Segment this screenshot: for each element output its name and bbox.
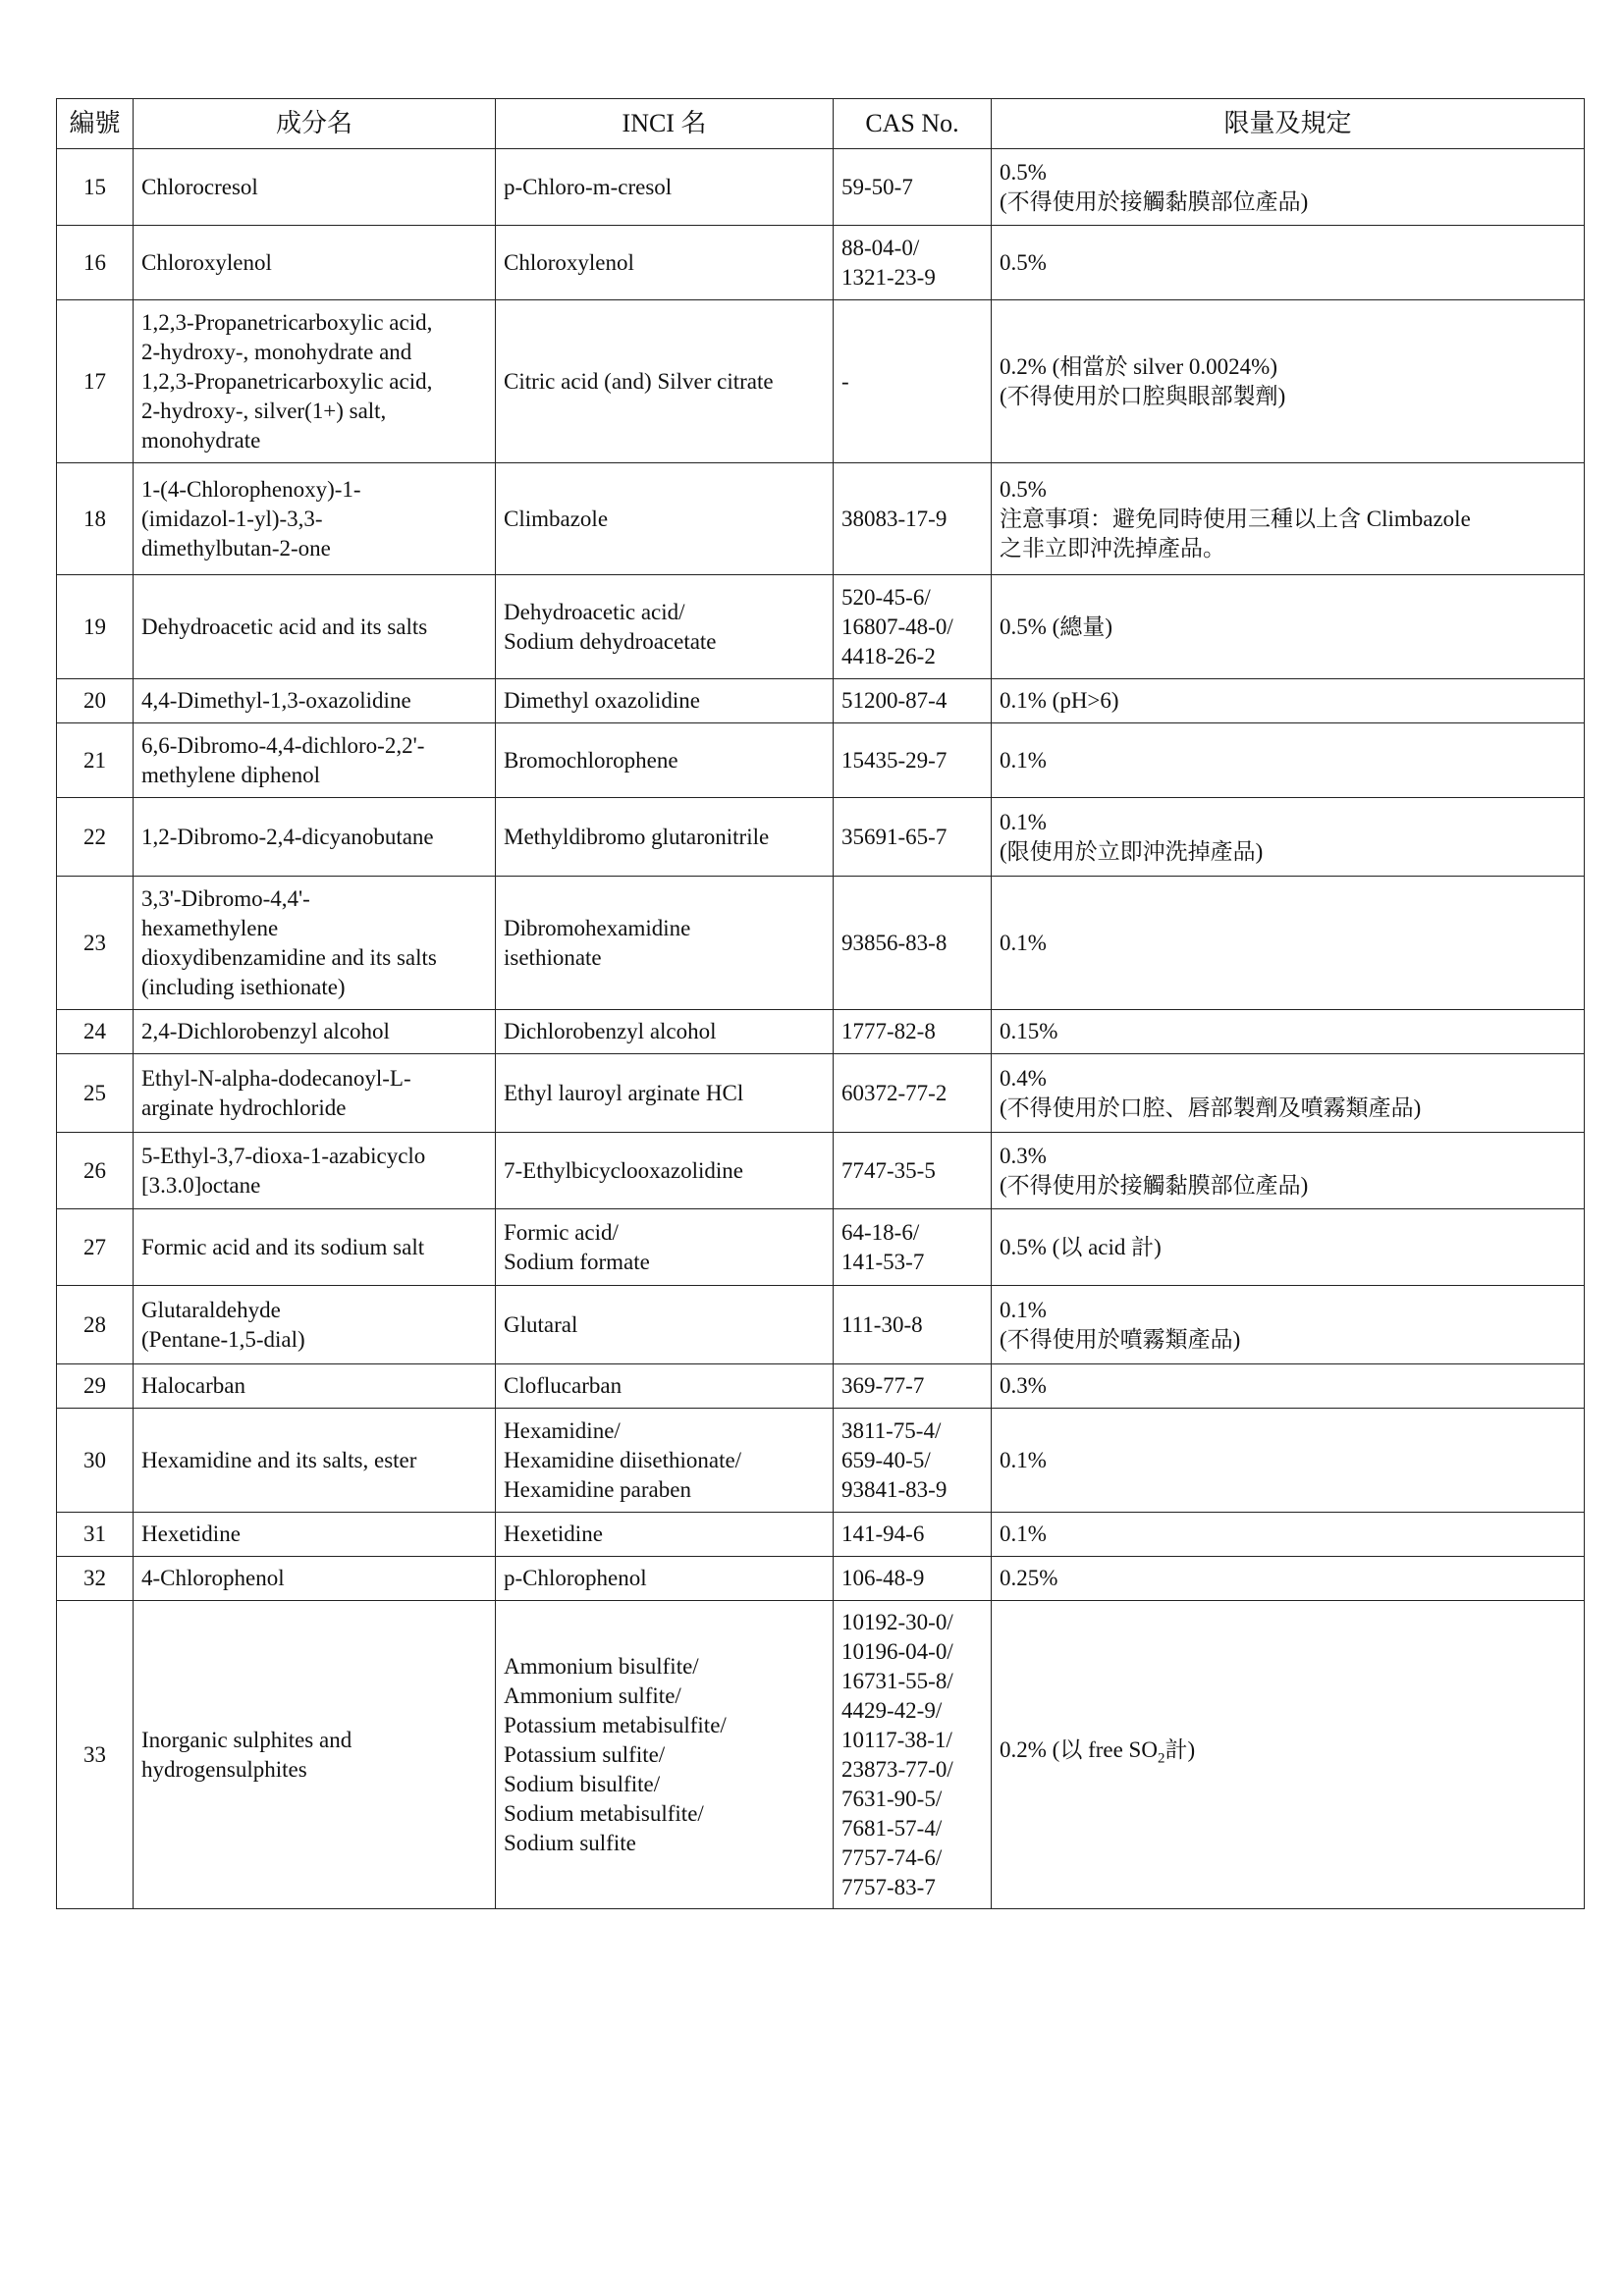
row-number: 29 — [57, 1364, 134, 1409]
cas-number-cell — [834, 1054, 992, 1133]
row-number: 33 — [57, 1601, 134, 1909]
table-row — [57, 1010, 1585, 1054]
cas-number-cell — [834, 1286, 992, 1364]
cell-text-line: (限使用於立即沖洗掉產品) — [1000, 838, 1264, 864]
row-number: 23 — [57, 877, 134, 1010]
cell-text-line: dioxydibenzamidine and its salts — [141, 944, 437, 970]
ingredient-name-cell — [134, 300, 496, 463]
cell-text-line: Ammonium sulfite/ — [504, 1682, 681, 1708]
cell-text-line: 0.3% — [1000, 1143, 1047, 1168]
cell-text-line: hexamethylene — [141, 915, 279, 940]
cell-text-line: 93856-83-8 — [841, 930, 947, 955]
cell-text-line: hydrogensulphites — [141, 1756, 307, 1782]
cell-text-line: Halocarban — [141, 1373, 245, 1398]
cell-text-line: (不得使用於口腔與眼部製劑) — [1000, 383, 1286, 408]
ingredient-name-cell — [134, 723, 496, 798]
cell-text-line: 4429-42-9/ — [841, 1697, 943, 1723]
cell-text-line: 7-Ethylbicyclooxazolidine — [504, 1157, 743, 1183]
cell-text-line: 60372-77-2 — [841, 1080, 947, 1105]
cell-text-line: Hexamidine and its salts, ester — [141, 1447, 417, 1472]
ingredient-name-cell — [134, 1409, 496, 1513]
inci-name-cell — [496, 1133, 834, 1209]
row-number: 28 — [57, 1286, 134, 1364]
cell-text-line: (不得使用於口腔、唇部製劑及噴霧類產品) — [1000, 1095, 1422, 1120]
inci-name-cell — [496, 149, 834, 226]
cell-text-line: isethionate — [504, 944, 602, 970]
table-row — [57, 575, 1585, 679]
cell-text-line: Formic acid and its sodium salt — [141, 1234, 425, 1259]
cell-text-line: Inorganic sulphites and — [141, 1727, 352, 1752]
inci-name-cell — [496, 1286, 834, 1364]
cell-text-line: 10192-30-0/ — [841, 1609, 953, 1634]
cell-text-line: Hexetidine — [504, 1522, 603, 1546]
limit-cell — [992, 1409, 1585, 1513]
limit-cell — [992, 1133, 1585, 1209]
cell-text-line: 520-45-6/ — [841, 584, 931, 610]
table-row — [57, 798, 1585, 877]
row-number: 25 — [57, 1054, 134, 1133]
cell-text-line: 10117-38-1/ — [841, 1727, 952, 1752]
cas-number-cell — [834, 679, 992, 723]
cas-number-cell — [834, 226, 992, 300]
cell-text-line: Hexamidine paraben — [504, 1476, 691, 1502]
cas-number-cell — [834, 723, 992, 798]
inci-name-cell — [496, 1010, 834, 1054]
row-number: 31 — [57, 1513, 134, 1557]
cell-text-line: (including isethionate) — [141, 974, 346, 999]
inci-name-cell — [496, 575, 834, 679]
cell-text-line: Methyldibromo glutaronitrile — [504, 824, 770, 849]
cell-text-line: 0.1% (pH>6) — [1000, 688, 1119, 713]
cell-text-line: 4418-26-2 — [841, 643, 936, 668]
row-number: 21 — [57, 723, 134, 798]
cell-text-line: 0.1% — [1000, 1297, 1047, 1322]
ingredient-name-cell — [134, 575, 496, 679]
cell-text-line: 1,2,3-Propanetricarboxylic acid, — [141, 368, 433, 394]
cell-text-line: 7631-90-5/ — [841, 1786, 943, 1811]
cell-text-line: 659-40-5/ — [841, 1447, 931, 1472]
table-row — [57, 1209, 1585, 1286]
limit-cell — [992, 1513, 1585, 1557]
cell-text-line: Citric acid (and) Silver citrate — [504, 368, 774, 394]
table-row — [57, 723, 1585, 798]
cell-text-line: 0.25% — [1000, 1566, 1058, 1590]
so2-limit-suffix: 計) — [1164, 1737, 1196, 1763]
cell-text-line: 0.3% — [1000, 1373, 1047, 1398]
inci-name-cell — [496, 226, 834, 300]
cell-text-line: 1,2,3-Propanetricarboxylic acid, — [141, 309, 433, 335]
cell-text-line: 0.5% — [1000, 476, 1047, 502]
cell-text-line: 7747-35-5 — [841, 1157, 936, 1183]
limit-cell — [992, 723, 1585, 798]
cell-text-line: 1321-23-9 — [841, 264, 936, 290]
cell-text-line: Dibromohexamidine — [504, 915, 691, 940]
cell-text-line: 1777-82-8 — [841, 1019, 936, 1043]
ingredient-name-cell — [134, 226, 496, 300]
cell-text-line: Ethyl lauroyl arginate HCl — [504, 1080, 744, 1105]
cell-text-line: Hexamidine/ — [504, 1417, 621, 1443]
table-header-row — [57, 99, 1585, 149]
limit-cell — [992, 1054, 1585, 1133]
limit-cell — [992, 1601, 1585, 1909]
inci-name-cell — [496, 679, 834, 723]
row-number: 27 — [57, 1209, 134, 1286]
limit-cell — [992, 1286, 1585, 1364]
ingredient-name-cell — [134, 679, 496, 723]
cell-text-line: (不得使用於接觸黏膜部位產品) — [1000, 1172, 1309, 1198]
ingredient-name-cell — [134, 1010, 496, 1054]
table-row — [57, 463, 1585, 575]
ingredient-name-cell — [134, 463, 496, 575]
cell-text-line: Sodium sulfite — [504, 1830, 636, 1855]
cell-text-line: p-Chloro-m-cresol — [504, 174, 673, 199]
cell-text-line: (不得使用於噴霧類產品) — [1000, 1326, 1241, 1352]
cas-number-cell — [834, 1010, 992, 1054]
cell-text-line: 0.1% — [1000, 809, 1047, 834]
inci-name-cell — [496, 1209, 834, 1286]
cell-text-line: 4-Chlorophenol — [141, 1566, 285, 1590]
cell-text-line: Sodium metabisulfite/ — [504, 1800, 704, 1826]
cell-text-line: 369-77-7 — [841, 1373, 925, 1398]
cas-number-cell — [834, 877, 992, 1010]
cell-text-line: 0.5% — [1000, 249, 1047, 275]
cas-number-cell — [834, 1601, 992, 1909]
so2-limit-prefix: 0.2% (以 free SO — [1000, 1737, 1158, 1763]
row-number: 30 — [57, 1409, 134, 1513]
cell-text-line: Chloroxylenol — [504, 249, 634, 275]
cell-text-line: 0.1% — [1000, 930, 1047, 955]
cell-text-line: 93841-83-9 — [841, 1476, 947, 1502]
row-number: 16 — [57, 226, 134, 300]
cell-text-line: Potassium sulfite/ — [504, 1741, 666, 1767]
cell-text-line: Glutaraldehyde — [141, 1297, 281, 1322]
cell-text-line: 3811-75-4/ — [841, 1417, 942, 1443]
table-row — [57, 1513, 1585, 1557]
limit-cell — [992, 226, 1585, 300]
ingredient-name-cell — [134, 877, 496, 1010]
cell-text-line: 6,6-Dibromo-4,4-dichloro-2,2'- — [141, 732, 425, 758]
cell-text-line: 15435-29-7 — [841, 747, 947, 773]
cell-text-line: 7757-83-7 — [841, 1874, 936, 1899]
cell-text-line: - — [841, 368, 849, 394]
cell-text-line: 0.15% — [1000, 1019, 1058, 1043]
limit-cell — [992, 877, 1585, 1010]
row-number: 19 — [57, 575, 134, 679]
limit-cell — [992, 1010, 1585, 1054]
limit-cell — [992, 575, 1585, 679]
cell-text-line: 7681-57-4/ — [841, 1815, 943, 1841]
cell-text-line: 16731-55-8/ — [841, 1668, 953, 1693]
cas-number-cell — [834, 1557, 992, 1601]
table-row — [57, 679, 1585, 723]
cell-text-line: Dehydroacetic acid/ — [504, 599, 685, 624]
cell-text-line: Chloroxylenol — [141, 249, 272, 275]
cell-text-line: methylene diphenol — [141, 762, 321, 787]
cas-number-cell — [834, 575, 992, 679]
cell-text-line: 38083-17-9 — [841, 506, 947, 531]
limit-cell — [992, 798, 1585, 877]
cell-text-line: 5-Ethyl-3,7-dioxa-1-azabicyclo — [141, 1143, 426, 1168]
cell-text-line: 0.5% (總量) — [1000, 614, 1112, 639]
inci-name-cell — [496, 1409, 834, 1513]
row-number: 20 — [57, 679, 134, 723]
cell-text-line: Sodium bisulfite/ — [504, 1771, 661, 1796]
cell-text-line: 106-48-9 — [841, 1566, 925, 1590]
inci-name-cell — [496, 723, 834, 798]
cell-text-line: Dichlorobenzyl alcohol — [504, 1019, 717, 1043]
row-number: 18 — [57, 463, 134, 575]
cell-text-line: 2-hydroxy-, monohydrate and — [141, 339, 412, 364]
row-number: 32 — [57, 1557, 134, 1601]
cas-number-cell — [834, 798, 992, 877]
table-row — [57, 226, 1585, 300]
cell-text-line: 0.1% — [1000, 1522, 1047, 1546]
header-ingredient-name: 成分名 — [134, 99, 496, 149]
cell-text-line: 0.1% — [1000, 747, 1047, 773]
inci-name-cell — [496, 1513, 834, 1557]
cell-text-line: [3.3.0]octane — [141, 1172, 261, 1198]
ingredient-limits-table — [56, 98, 1585, 1909]
header-number: 編號 — [57, 99, 134, 149]
table-row — [57, 300, 1585, 463]
row-number: 15 — [57, 149, 134, 226]
inci-name-cell — [496, 1054, 834, 1133]
limit-cell — [992, 1209, 1585, 1286]
cell-text-line: 1,2-Dibromo-2,4-dicyanobutane — [141, 824, 434, 849]
cell-text-line: Formic acid/ — [504, 1219, 619, 1245]
inci-name-cell — [496, 1601, 834, 1909]
header-inci-name: INCI 名 — [496, 99, 834, 149]
cell-text-line: Sodium dehydroacetate — [504, 628, 717, 654]
row-number: 24 — [57, 1010, 134, 1054]
cas-number-cell — [834, 300, 992, 463]
cell-text-line: 111-30-8 — [841, 1311, 923, 1337]
cell-text-line: Ethyl-N-alpha-dodecanoyl-L- — [141, 1065, 411, 1091]
cell-text-line: (Pentane-1,5-dial) — [141, 1326, 305, 1352]
limit-cell — [992, 1557, 1585, 1601]
cell-text-line: p-Chlorophenol — [504, 1566, 647, 1590]
cell-text-line: Chlorocresol — [141, 174, 258, 199]
ingredient-name-cell — [134, 1601, 496, 1909]
cell-text-line: 4,4-Dimethyl-1,3-oxazolidine — [141, 688, 411, 713]
row-number: 22 — [57, 798, 134, 877]
ingredient-name-cell — [134, 798, 496, 877]
cell-text-line: Bromochlorophene — [504, 747, 678, 773]
cell-text-line: monohydrate — [141, 427, 261, 453]
cell-text-line: 之非立即沖洗掉產品。 — [1000, 535, 1225, 561]
cell-text-line: Cloflucarban — [504, 1373, 623, 1398]
cell-text-line: 88-04-0/ — [841, 235, 920, 260]
limit-cell — [992, 149, 1585, 226]
cell-text-line: 0.5% — [1000, 159, 1047, 185]
cas-number-cell — [834, 1133, 992, 1209]
cas-number-cell — [834, 1364, 992, 1409]
cell-text-line: Dimethyl oxazolidine — [504, 688, 700, 713]
cell-text-line: Climbazole — [504, 506, 609, 531]
cas-number-cell — [834, 1513, 992, 1557]
ingredient-name-cell — [134, 1054, 496, 1133]
cell-text-line: Hexetidine — [141, 1522, 241, 1546]
inci-name-cell — [496, 798, 834, 877]
cell-text-line: 0.5% (以 acid 計) — [1000, 1234, 1162, 1259]
row-number: 17 — [57, 300, 134, 463]
cas-number-cell — [834, 1209, 992, 1286]
cell-text-line: 141-94-6 — [841, 1522, 925, 1546]
cell-text-line: arginate hydrochloride — [141, 1095, 347, 1120]
inci-name-cell — [496, 300, 834, 463]
inci-name-cell — [496, 1364, 834, 1409]
cell-text-line: (imidazol-1-yl)-3,3- — [141, 506, 323, 531]
cell-text-line: 51200-87-4 — [841, 688, 947, 713]
cell-text-line: Hexamidine diisethionate/ — [504, 1447, 742, 1472]
cell-text-line: 1-(4-Chlorophenoxy)-1- — [141, 476, 361, 502]
cell-text-line: 0.2% (相當於 silver 0.0024%) — [1000, 353, 1277, 379]
cas-number-cell — [834, 1409, 992, 1513]
cell-text-line: 141-53-7 — [841, 1249, 925, 1274]
cell-text-line: 10196-04-0/ — [841, 1638, 953, 1664]
cas-number-cell — [834, 463, 992, 575]
cell-text-line: 3,3'-Dibromo-4,4'- — [141, 885, 310, 911]
ingredient-name-cell — [134, 149, 496, 226]
table-row — [57, 1286, 1585, 1364]
table-row — [57, 1364, 1585, 1409]
table-row — [57, 877, 1585, 1010]
cas-number-cell — [834, 149, 992, 226]
ingredient-name-cell — [134, 1513, 496, 1557]
table-row — [57, 1133, 1585, 1209]
inci-name-cell — [496, 877, 834, 1010]
ingredient-name-cell — [134, 1557, 496, 1601]
table-row — [57, 149, 1585, 226]
cell-text-line: 7757-74-6/ — [841, 1844, 943, 1870]
header-cas-number: CAS No. — [834, 99, 992, 149]
limit-cell — [992, 679, 1585, 723]
cell-text-line: Potassium metabisulfite/ — [504, 1712, 727, 1737]
cell-text-line: Glutaral — [504, 1311, 578, 1337]
cell-text-line: 2-hydroxy-, silver(1+) salt, — [141, 398, 387, 423]
table-row — [57, 1557, 1585, 1601]
inci-name-cell — [496, 463, 834, 575]
table-row — [57, 1601, 1585, 1909]
cell-text-line: 0.1% — [1000, 1447, 1047, 1472]
limit-cell — [992, 300, 1585, 463]
cell-text-line: dimethylbutan-2-one — [141, 535, 331, 561]
so2-subscript: 2 — [1157, 1750, 1165, 1767]
ingredient-name-cell — [134, 1364, 496, 1409]
cell-text-line: (不得使用於接觸黏膜部位產品) — [1000, 188, 1309, 214]
table-row — [57, 1054, 1585, 1133]
limit-cell — [992, 463, 1585, 575]
cell-text-line: 64-18-6/ — [841, 1219, 920, 1245]
row-number: 26 — [57, 1133, 134, 1209]
inci-name-cell — [496, 1557, 834, 1601]
ingredient-name-cell — [134, 1209, 496, 1286]
cell-text-line: 59-50-7 — [841, 174, 913, 199]
table-row — [57, 1409, 1585, 1513]
cell-text-line: Ammonium bisulfite/ — [504, 1653, 699, 1679]
cell-text-line: 注意事項：避免同時使用三種以上含 Climbazole — [1000, 506, 1471, 531]
cell-text-line: 0.4% — [1000, 1065, 1047, 1091]
cell-text-line: 23873-77-0/ — [841, 1756, 953, 1782]
ingredient-name-cell — [134, 1286, 496, 1364]
cell-text-line: 16807-48-0/ — [841, 614, 953, 639]
limit-cell — [992, 1364, 1585, 1409]
cell-text-line: Dehydroacetic acid and its salts — [141, 614, 428, 639]
ingredient-name-cell — [134, 1133, 496, 1209]
so2-limit-text — [1000, 1735, 1576, 1774]
cell-text-line: 2,4-Dichlorobenzyl alcohol — [141, 1019, 390, 1043]
cell-text-line: 35691-65-7 — [841, 824, 947, 849]
header-limits-and-rules: 限量及規定 — [992, 99, 1585, 149]
cell-text-line: Sodium formate — [504, 1249, 650, 1274]
